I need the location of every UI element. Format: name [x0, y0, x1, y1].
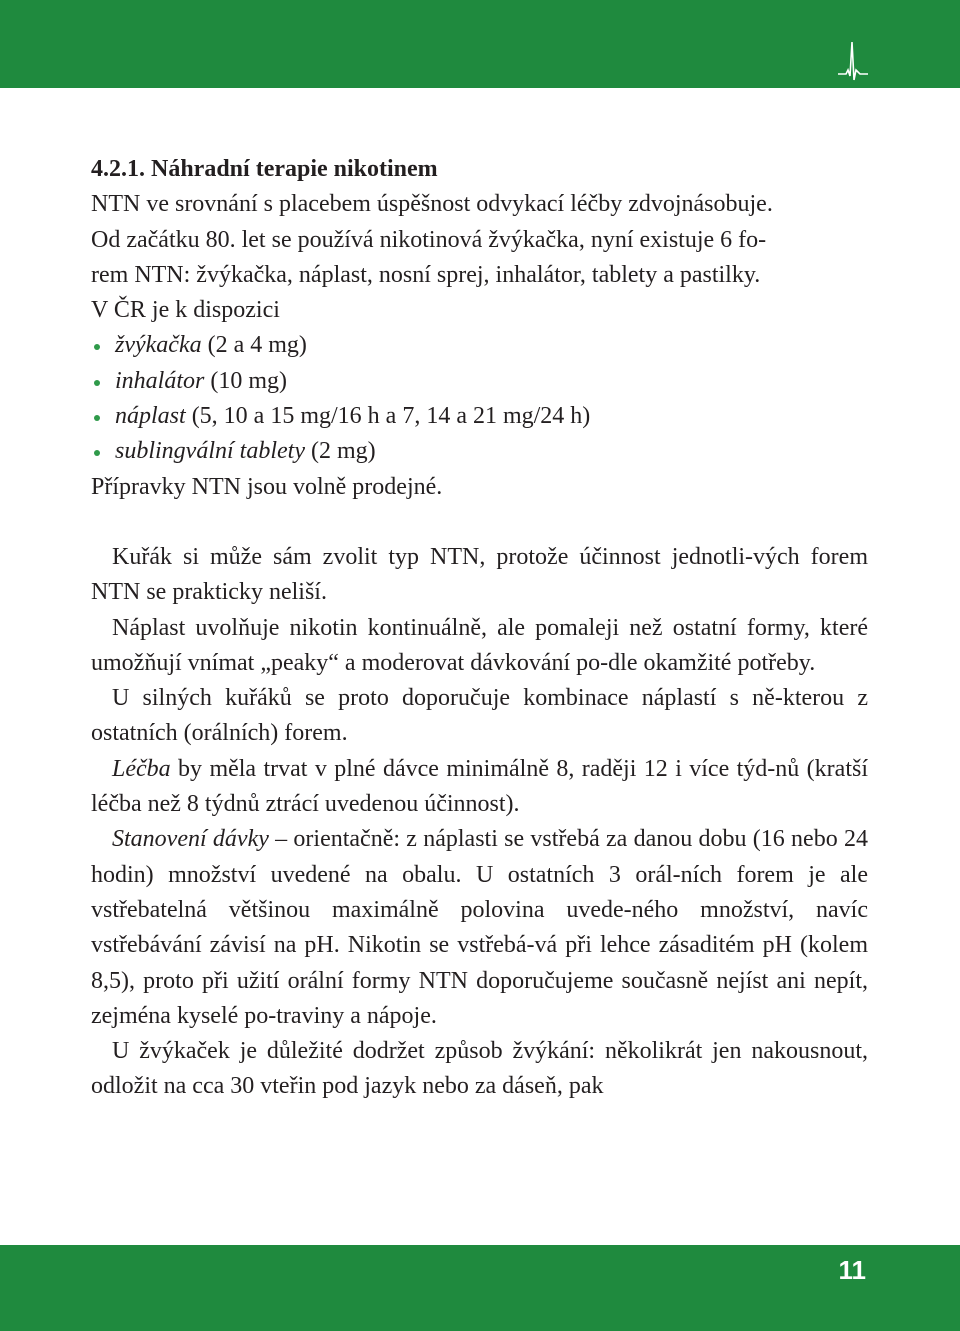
form-term: náplast: [115, 403, 186, 430]
main-text: [91, 152, 868, 1105]
list-item: [91, 328, 868, 363]
form-term: žvýkačka: [115, 332, 202, 359]
paragraph-text: – orientačně: z náplasti se vstřebá za danou dobu (16 nebo 24 hodin) množství uvedené na obalu. U ostatních 3 orál-ních forem je ale vstřebatelná většinou maximálně polovina uvede-ného množství, navíc vstřebávání závisí na pH. Nikotin se vstřebá-vá při lehce zásaditém pH (kolem 8,5), proto při užití orální formy NTN doporučujeme současně nejíst ani nepít, zejména kyselé po-traviny a nápoje.: [91, 826, 868, 1029]
list-item: [91, 399, 868, 434]
paragraph: [91, 752, 868, 823]
paragraph: Kuřák si může sám zvolit typ NTN, protože účinnost jednotli-vých forem NTN se prakticky neliší.: [91, 543, 868, 606]
intro-line: rem NTN: žvýkačka, náplast, nosní sprej, inhalátor, tablety a pastilky.: [91, 261, 761, 288]
form-detail: (2 a 4 mg): [201, 332, 307, 359]
form-term: inhalátor: [115, 367, 205, 394]
bullet-icon: [94, 415, 100, 421]
paragraph: U silných kuřáků se proto doporučuje kombinace náplastí s ně-kterou z ostatních (orálních) forem.: [91, 685, 868, 747]
page-number: 11: [838, 1255, 866, 1285]
term-italic: Stanovení dávky: [112, 826, 269, 853]
form-term: sublingvální tablety: [115, 438, 305, 465]
term-italic: Léčba: [112, 755, 171, 782]
footer-bar: [0, 1245, 960, 1331]
intro-line: V ČR je k dispozici: [91, 297, 280, 324]
spacer: [91, 505, 868, 540]
intro-line: NTN ve srovnání s placebem úspěšnost odvykací léčby zdvojnásobuje.: [91, 191, 773, 218]
list-item: [91, 364, 868, 399]
form-detail: (2 mg): [304, 438, 376, 465]
section-heading: 4.2.1. Náhradní terapie nikotinem: [91, 156, 438, 182]
paragraph: Náplast uvolňuje nikotin kontinuálně, ale pomaleji než ostatní formy, které umožňují vnímat „peaky“ a moderovat dávkování po-dle okamžité potřeby.: [91, 614, 868, 676]
header-bar: [0, 0, 960, 88]
list-item: [91, 434, 868, 469]
paragraph: U žvýkaček je důležité dodržet způsob žvýkání: několikrát jen nakousnout, odložit na cca 30 vteřin pod jazyk nebo za dáseň, pak: [91, 1038, 868, 1100]
bullet-icon: [94, 450, 100, 456]
bullet-icon: [94, 344, 100, 350]
ntn-forms-list: [91, 328, 868, 469]
form-detail: (10 mg): [204, 367, 287, 394]
intro-line: Od začátku 80. let se používá nikotinová žvýkačka, nyní existuje 6 fo-: [91, 226, 767, 253]
paragraph-text: by měla trvat v plné dávce minimálně 8, raději 12 i více týd-nů (kratší léčba než 8 týdnů ztrácí uvedenou účinnost).: [91, 755, 868, 818]
paragraph: [91, 822, 868, 1034]
form-detail: (5, 10 a 15 mg/16 h a 7, 14 a 21 mg/24 h): [185, 403, 591, 430]
availability-note: Přípravky NTN jsou volně prodejné.: [91, 473, 443, 500]
ecg-heartbeat-icon: [838, 40, 868, 82]
bullet-icon: [94, 380, 100, 386]
